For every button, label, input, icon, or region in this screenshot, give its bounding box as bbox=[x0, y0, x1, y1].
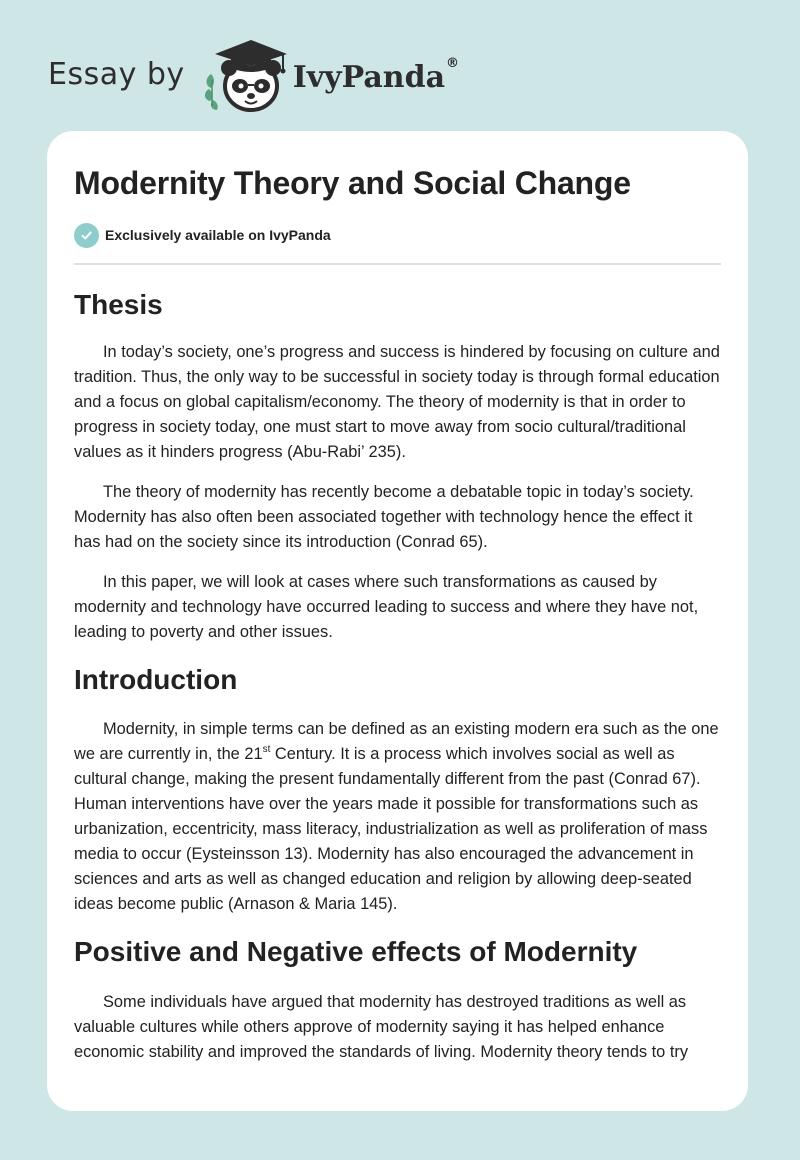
introduction-paragraph-1: Modernity, in simple terms can be defined as an existing modern era such as the one we are currently in, the 21st Century. It is a process which involves social as well as cultural change, making the present fundamentally different from the past (Conrad 67). Human interventions have over the years made it possible for transformations such as urbanization, eccentricity, mass literacy, industrialization as well as proliferation of mass media to occur (Eysteinsson 13). Modernity has also encouraged the advancement in sciences and arts as well as changed education and religion by allowing deep-seated ideas become public (Arnason & Maria 145). bbox=[74, 720, 719, 913]
panda-graduate-icon bbox=[199, 34, 291, 114]
registered-mark: ® bbox=[446, 55, 460, 71]
brand-prefix: Essay by bbox=[48, 56, 185, 92]
effects-paragraph-1: Some individuals have argued that modernity has destroyed traditions as well as valuable cultures while others approve of modernity saying it has helped enhance economic stability and improved the standards of living. Modernity theory tends to try bbox=[74, 993, 689, 1061]
thesis-paragraph-2: The theory of modernity has recently become a debatable topic in today’s society. Modernity has also often been associated together with technology hence the effect it has had on the society since its introduction (Conrad 65). bbox=[74, 483, 694, 551]
exclusive-badge bbox=[74, 221, 722, 249]
brand-name: IvyPanda® bbox=[292, 55, 460, 95]
thesis-paragraph-3: In this paper, we will look at cases where such transformations as caused by modernity and technology have occurred leading to success and where they have not, leading to poverty and other issues. bbox=[74, 573, 699, 641]
brand-header bbox=[48, 34, 459, 114]
thesis-paragraph-1: In today’s society, one’s progress and success is hindered by focusing on culture and tradition. Thus, the only way to be successful in society today is through formal education and a focus on global capitalism/economy. The theory of modernity is that in order to progress in society today, one must start to move away from socio cultural/traditional values as it hinders progress (Abu-Rabi’ 235). bbox=[74, 343, 720, 461]
essay-card bbox=[47, 131, 748, 1111]
ordinal-suffix: st bbox=[262, 743, 271, 755]
page-title: Modernity Theory and Social Change bbox=[74, 165, 631, 201]
check-icon bbox=[74, 223, 99, 248]
divider bbox=[74, 263, 721, 265]
effects-heading: Positive and Negative effects of Modernity bbox=[74, 936, 638, 967]
introduction-heading: Introduction bbox=[74, 664, 238, 695]
thesis-heading: Thesis bbox=[74, 289, 163, 320]
badge-text: Exclusively available on IvyPanda bbox=[105, 227, 331, 243]
